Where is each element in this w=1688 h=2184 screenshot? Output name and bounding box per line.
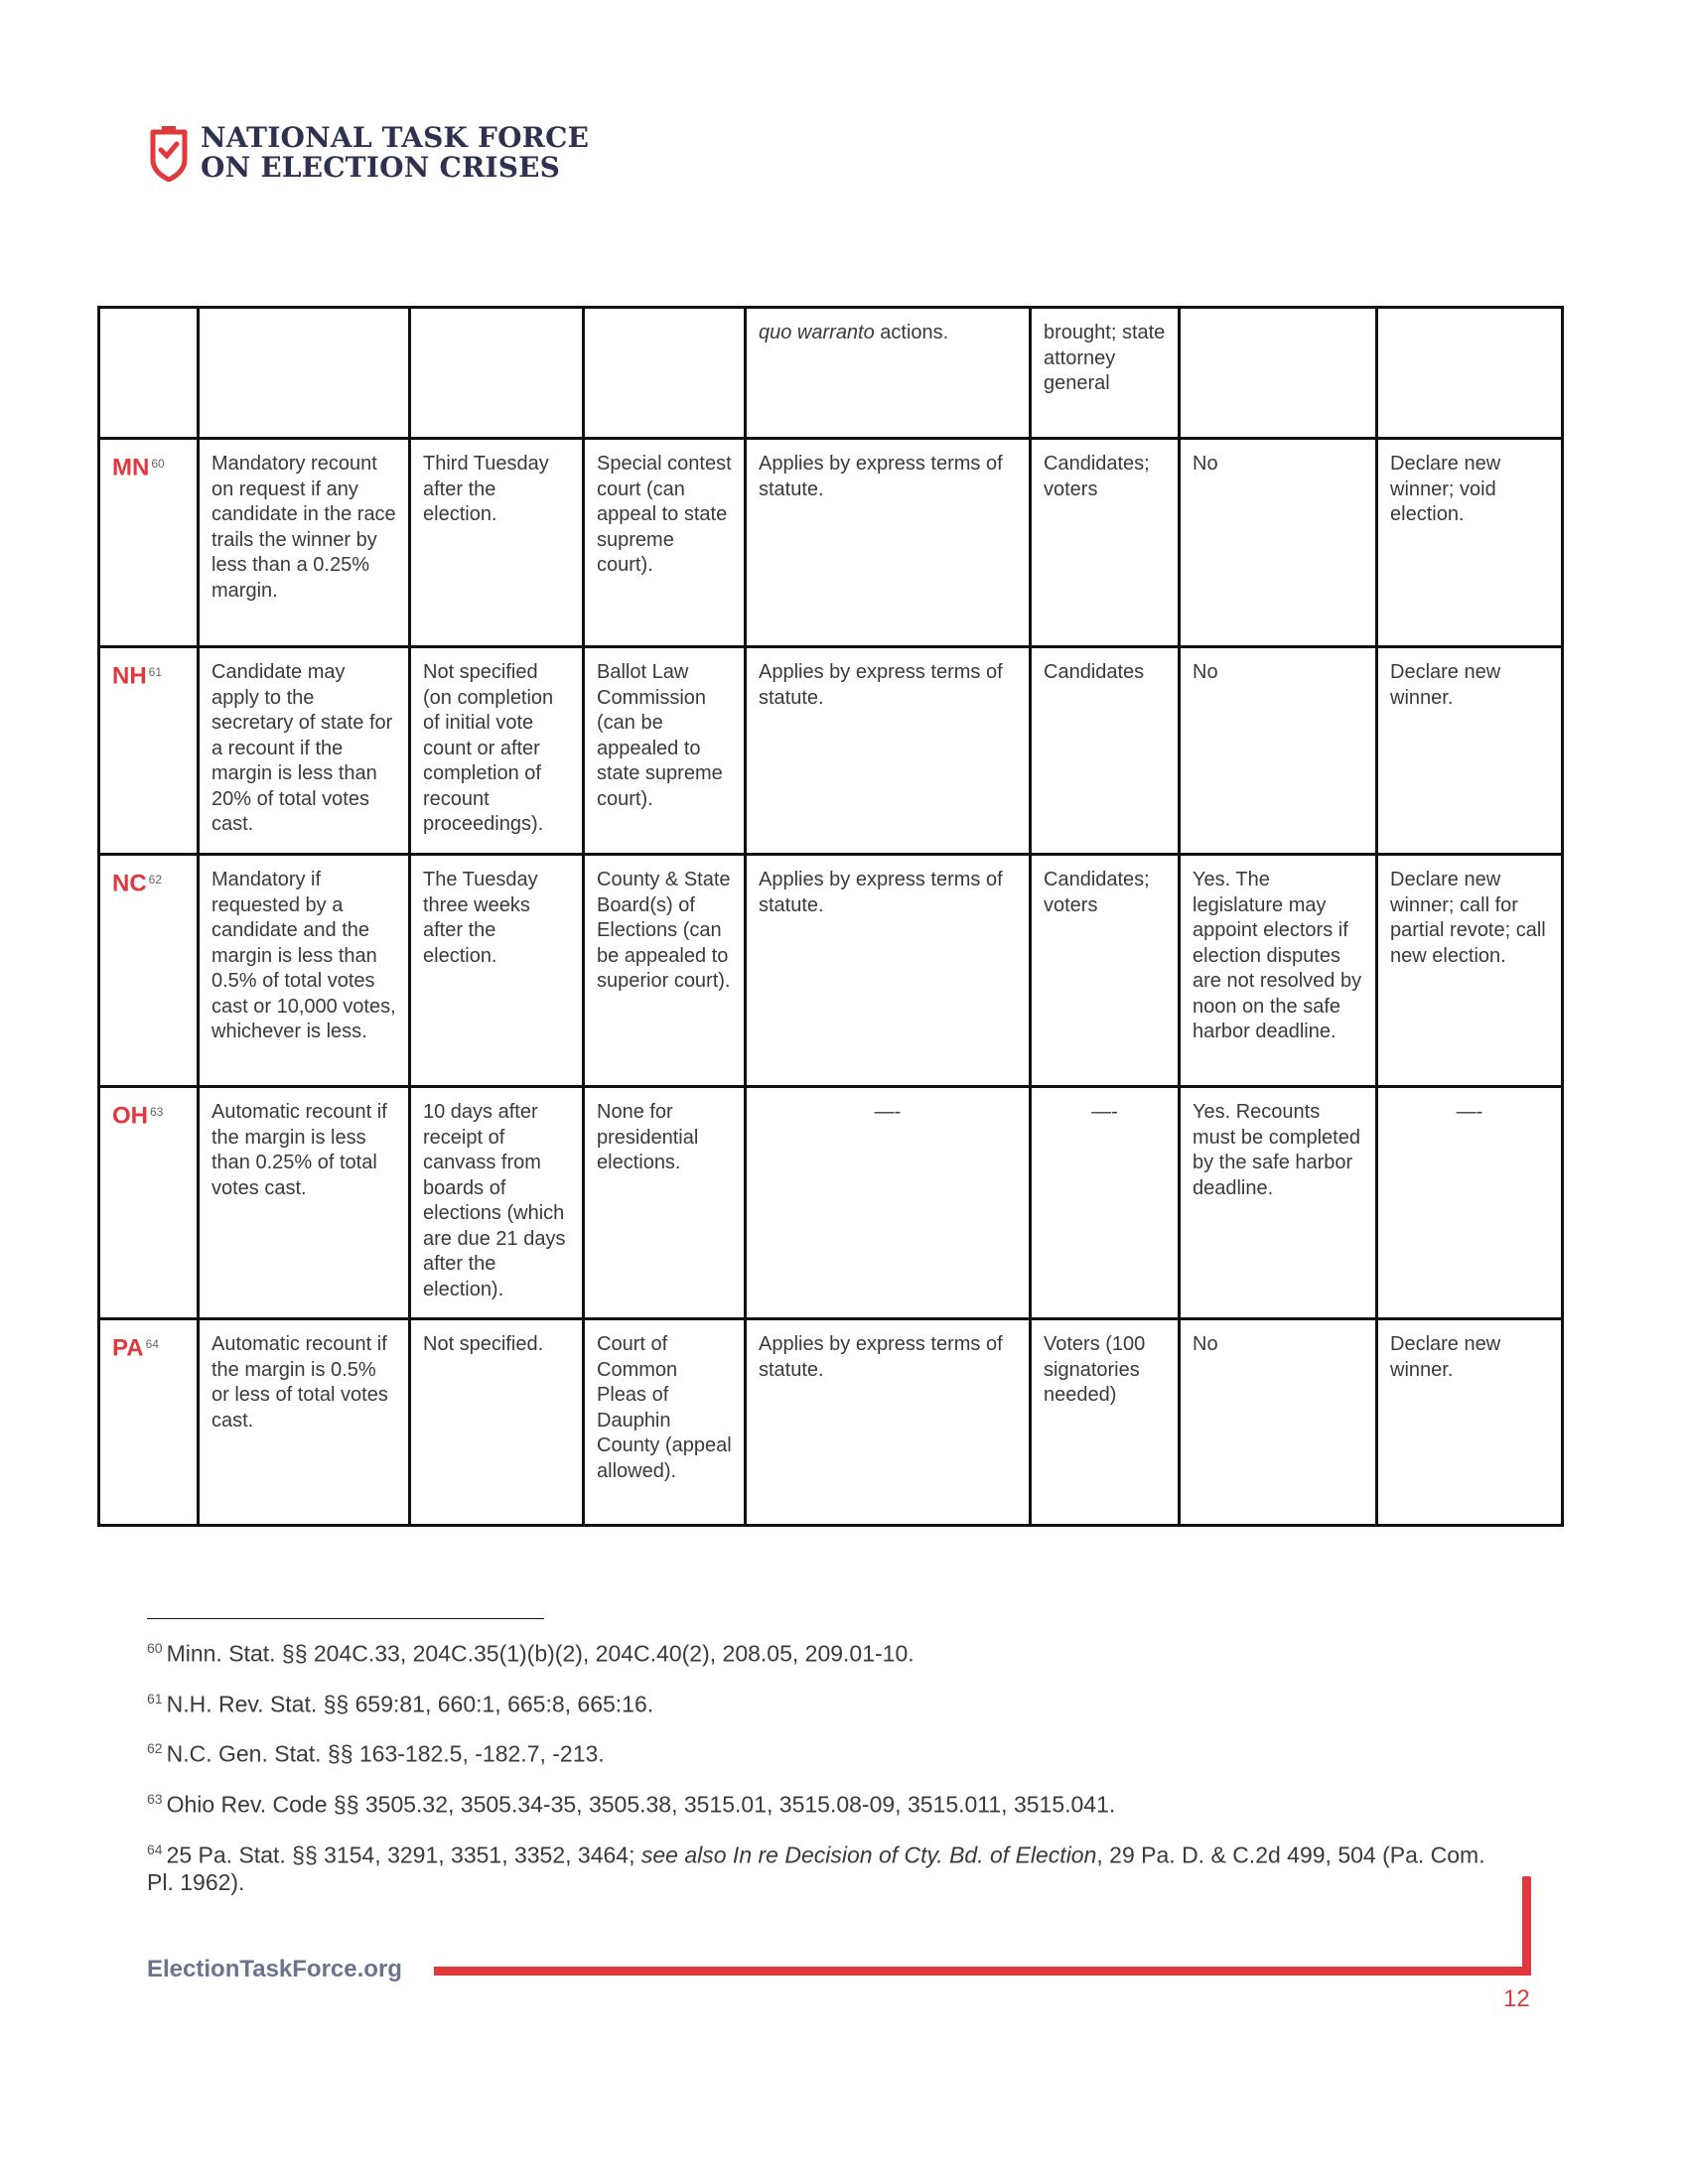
- state-cell: [99, 855, 199, 1087]
- org-logo: [147, 123, 589, 183]
- remedies-cell: —-: [1377, 1087, 1563, 1319]
- trigger-cell: Mandatory recount on request if any candidate in the race trails the winner by less than a 0.25% margin.: [199, 439, 410, 647]
- scope-cell: Applies by express terms of statute.: [746, 855, 1031, 1087]
- footnote-number: 62: [147, 1740, 163, 1757]
- state-code: NC: [112, 870, 147, 897]
- state-cell: [99, 1319, 199, 1526]
- forum-cell: [584, 308, 746, 439]
- ballot-shield-icon: [147, 124, 191, 182]
- table-row-nh: [99, 647, 1563, 855]
- deadline-cell: Third Tuesday after the election.: [410, 439, 584, 647]
- trigger-cell: Automatic recount if the margin is 0.5% or less of total votes cast.: [199, 1319, 410, 1526]
- footer-accent-corner: [1522, 1876, 1531, 1976]
- forum-cell: Special contest court (can appeal to state supreme court).: [584, 439, 746, 647]
- safe-harbor-cell: No: [1180, 647, 1377, 855]
- safe-harbor-cell: Yes. The legislature may appoint electors if election disputes are not resolved by noon on the safe harbor deadline.: [1180, 855, 1377, 1087]
- state-code: OH: [112, 1102, 148, 1130]
- state-code: MN: [112, 454, 150, 481]
- standing-cell: —-: [1031, 1087, 1180, 1319]
- page-number: 12: [1503, 1985, 1530, 2012]
- actions-text: actions.: [874, 322, 949, 343]
- forum-cell: County & State Board(s) of Elections (can be appealed to superior court).: [584, 855, 746, 1087]
- scope-cell: [746, 308, 1031, 439]
- footnote-text: Minn. Stat. §§ 204C.33, 204C.35(1)(b)(2), 204C.40(2), 208.05, 209.01-10.: [166, 1640, 914, 1667]
- standing-cell: brought; state attorney general: [1031, 308, 1180, 439]
- standing-cell: Candidates; voters: [1031, 855, 1180, 1087]
- footnote-number: 61: [147, 1690, 163, 1706]
- table-row-nc: [99, 855, 1563, 1087]
- footnote-text: Ohio Rev. Code §§ 3505.32, 3505.34-35, 3505.38, 3515.01, 3515.08-09, 3515.011, 3515.041.: [166, 1791, 1116, 1818]
- trigger-cell: Mandatory if requested by a candidate and the margin is less than 0.5% of total votes cast or 10,000 votes, whichever is less.: [199, 855, 410, 1087]
- state-code: NH: [112, 662, 147, 690]
- footnote-text: N.H. Rev. Stat. §§ 659:81, 660:1, 665:8, 665:16.: [166, 1691, 654, 1717]
- deadline-cell: Not specified (on completion of initial vote count or after completion of recount proceedings).: [410, 647, 584, 855]
- safe-harbor-cell: Yes. Recounts must be completed by the safe harbor deadline.: [1180, 1087, 1377, 1319]
- trigger-cell: Automatic recount if the margin is less than 0.25% of total votes cast.: [199, 1087, 410, 1319]
- state-code: PA: [112, 1334, 144, 1362]
- footnote-64: [147, 1836, 1497, 1897]
- scope-cell: Applies by express terms of statute.: [746, 647, 1031, 855]
- footnote-number: 60: [147, 1640, 163, 1656]
- remedies-cell: Declare new winner; void election.: [1377, 439, 1563, 647]
- standing-cell: Candidates; voters: [1031, 439, 1180, 647]
- deadline-cell: 10 days after receipt of canvass from boards of elections (which are due 21 days after the election).: [410, 1087, 584, 1319]
- trigger-cell: [199, 308, 410, 439]
- forum-cell: Ballot Law Commission (can be appealed to state supreme court).: [584, 647, 746, 855]
- website-link[interactable]: ElectionTaskForce.org: [147, 1956, 402, 1982]
- footnote-ref[interactable]: 60: [151, 457, 165, 471]
- table-row-mn: [99, 439, 1563, 647]
- remedies-cell: [1377, 308, 1563, 439]
- footnote-text: 25 Pa. Stat. §§ 3154, 3291, 3351, 3352, 3464;: [166, 1842, 641, 1868]
- footnote-divider: [147, 1618, 544, 1619]
- table-row-pa: [99, 1319, 1563, 1526]
- safe-harbor-cell: No: [1180, 1319, 1377, 1526]
- deadline-cell: Not specified.: [410, 1319, 584, 1526]
- footnote-ref[interactable]: 63: [150, 1105, 164, 1119]
- standing-cell: Candidates: [1031, 647, 1180, 855]
- footnote-text: N.C. Gen. Stat. §§ 163-182.5, -182.7, -213.: [166, 1740, 605, 1767]
- footnote-63: [147, 1785, 1497, 1819]
- footnote-ref[interactable]: 64: [145, 1337, 159, 1351]
- forum-cell: Court of Common Pleas of Dauphin County (appeal allowed).: [584, 1319, 746, 1526]
- scope-cell: Applies by express terms of statute.: [746, 439, 1031, 647]
- table-row-continuation: [99, 308, 1563, 439]
- forum-cell: None for presidential elections.: [584, 1087, 746, 1319]
- deadline-cell: The Tuesday three weeks after the election.: [410, 855, 584, 1087]
- org-name-line2: ON ELECTION CRISES: [201, 151, 561, 184]
- state-cell: [99, 647, 199, 855]
- footnote-ref[interactable]: 62: [148, 873, 163, 887]
- footnote-ref[interactable]: 61: [148, 665, 163, 679]
- recount-rules-table: [97, 306, 1564, 1527]
- state-cell: [99, 308, 199, 439]
- footnote-60: [147, 1634, 1497, 1668]
- quo-warranto-text: quo warranto: [759, 322, 875, 343]
- state-cell: [99, 1087, 199, 1319]
- remedies-cell: Declare new winner.: [1377, 1319, 1563, 1526]
- trigger-cell: Candidate may apply to the secretary of state for a recount if the margin is less than 20% of total votes cast.: [199, 647, 410, 855]
- footnote-62: [147, 1734, 1497, 1768]
- org-name-line1: NATIONAL TASK FORCE: [201, 121, 590, 154]
- footer-accent-bar: [434, 1967, 1531, 1976]
- footnote-citation: , 29 Pa. D. & C.2d 499, 504 (Pa. Com. Pl. 1962).: [147, 1842, 1485, 1896]
- standing-cell: Voters (100 signatories needed): [1031, 1319, 1180, 1526]
- remedies-cell: Declare new winner; call for partial revote; call new election.: [1377, 855, 1563, 1087]
- footnote-number: 64: [147, 1841, 163, 1857]
- footnotes-section: [147, 1634, 1497, 1913]
- table-row-oh: [99, 1087, 1563, 1319]
- footnote-number: 63: [147, 1790, 163, 1807]
- safe-harbor-cell: [1180, 308, 1377, 439]
- remedies-cell: Declare new winner.: [1377, 647, 1563, 855]
- deadline-cell: [410, 308, 584, 439]
- state-cell: [99, 439, 199, 647]
- case-name: see also In re Decision of Cty. Bd. of Election: [640, 1842, 1097, 1868]
- scope-cell: Applies by express terms of statute.: [746, 1319, 1031, 1526]
- scope-cell: —-: [746, 1087, 1031, 1319]
- footnote-61: [147, 1685, 1497, 1718]
- safe-harbor-cell: No: [1180, 439, 1377, 647]
